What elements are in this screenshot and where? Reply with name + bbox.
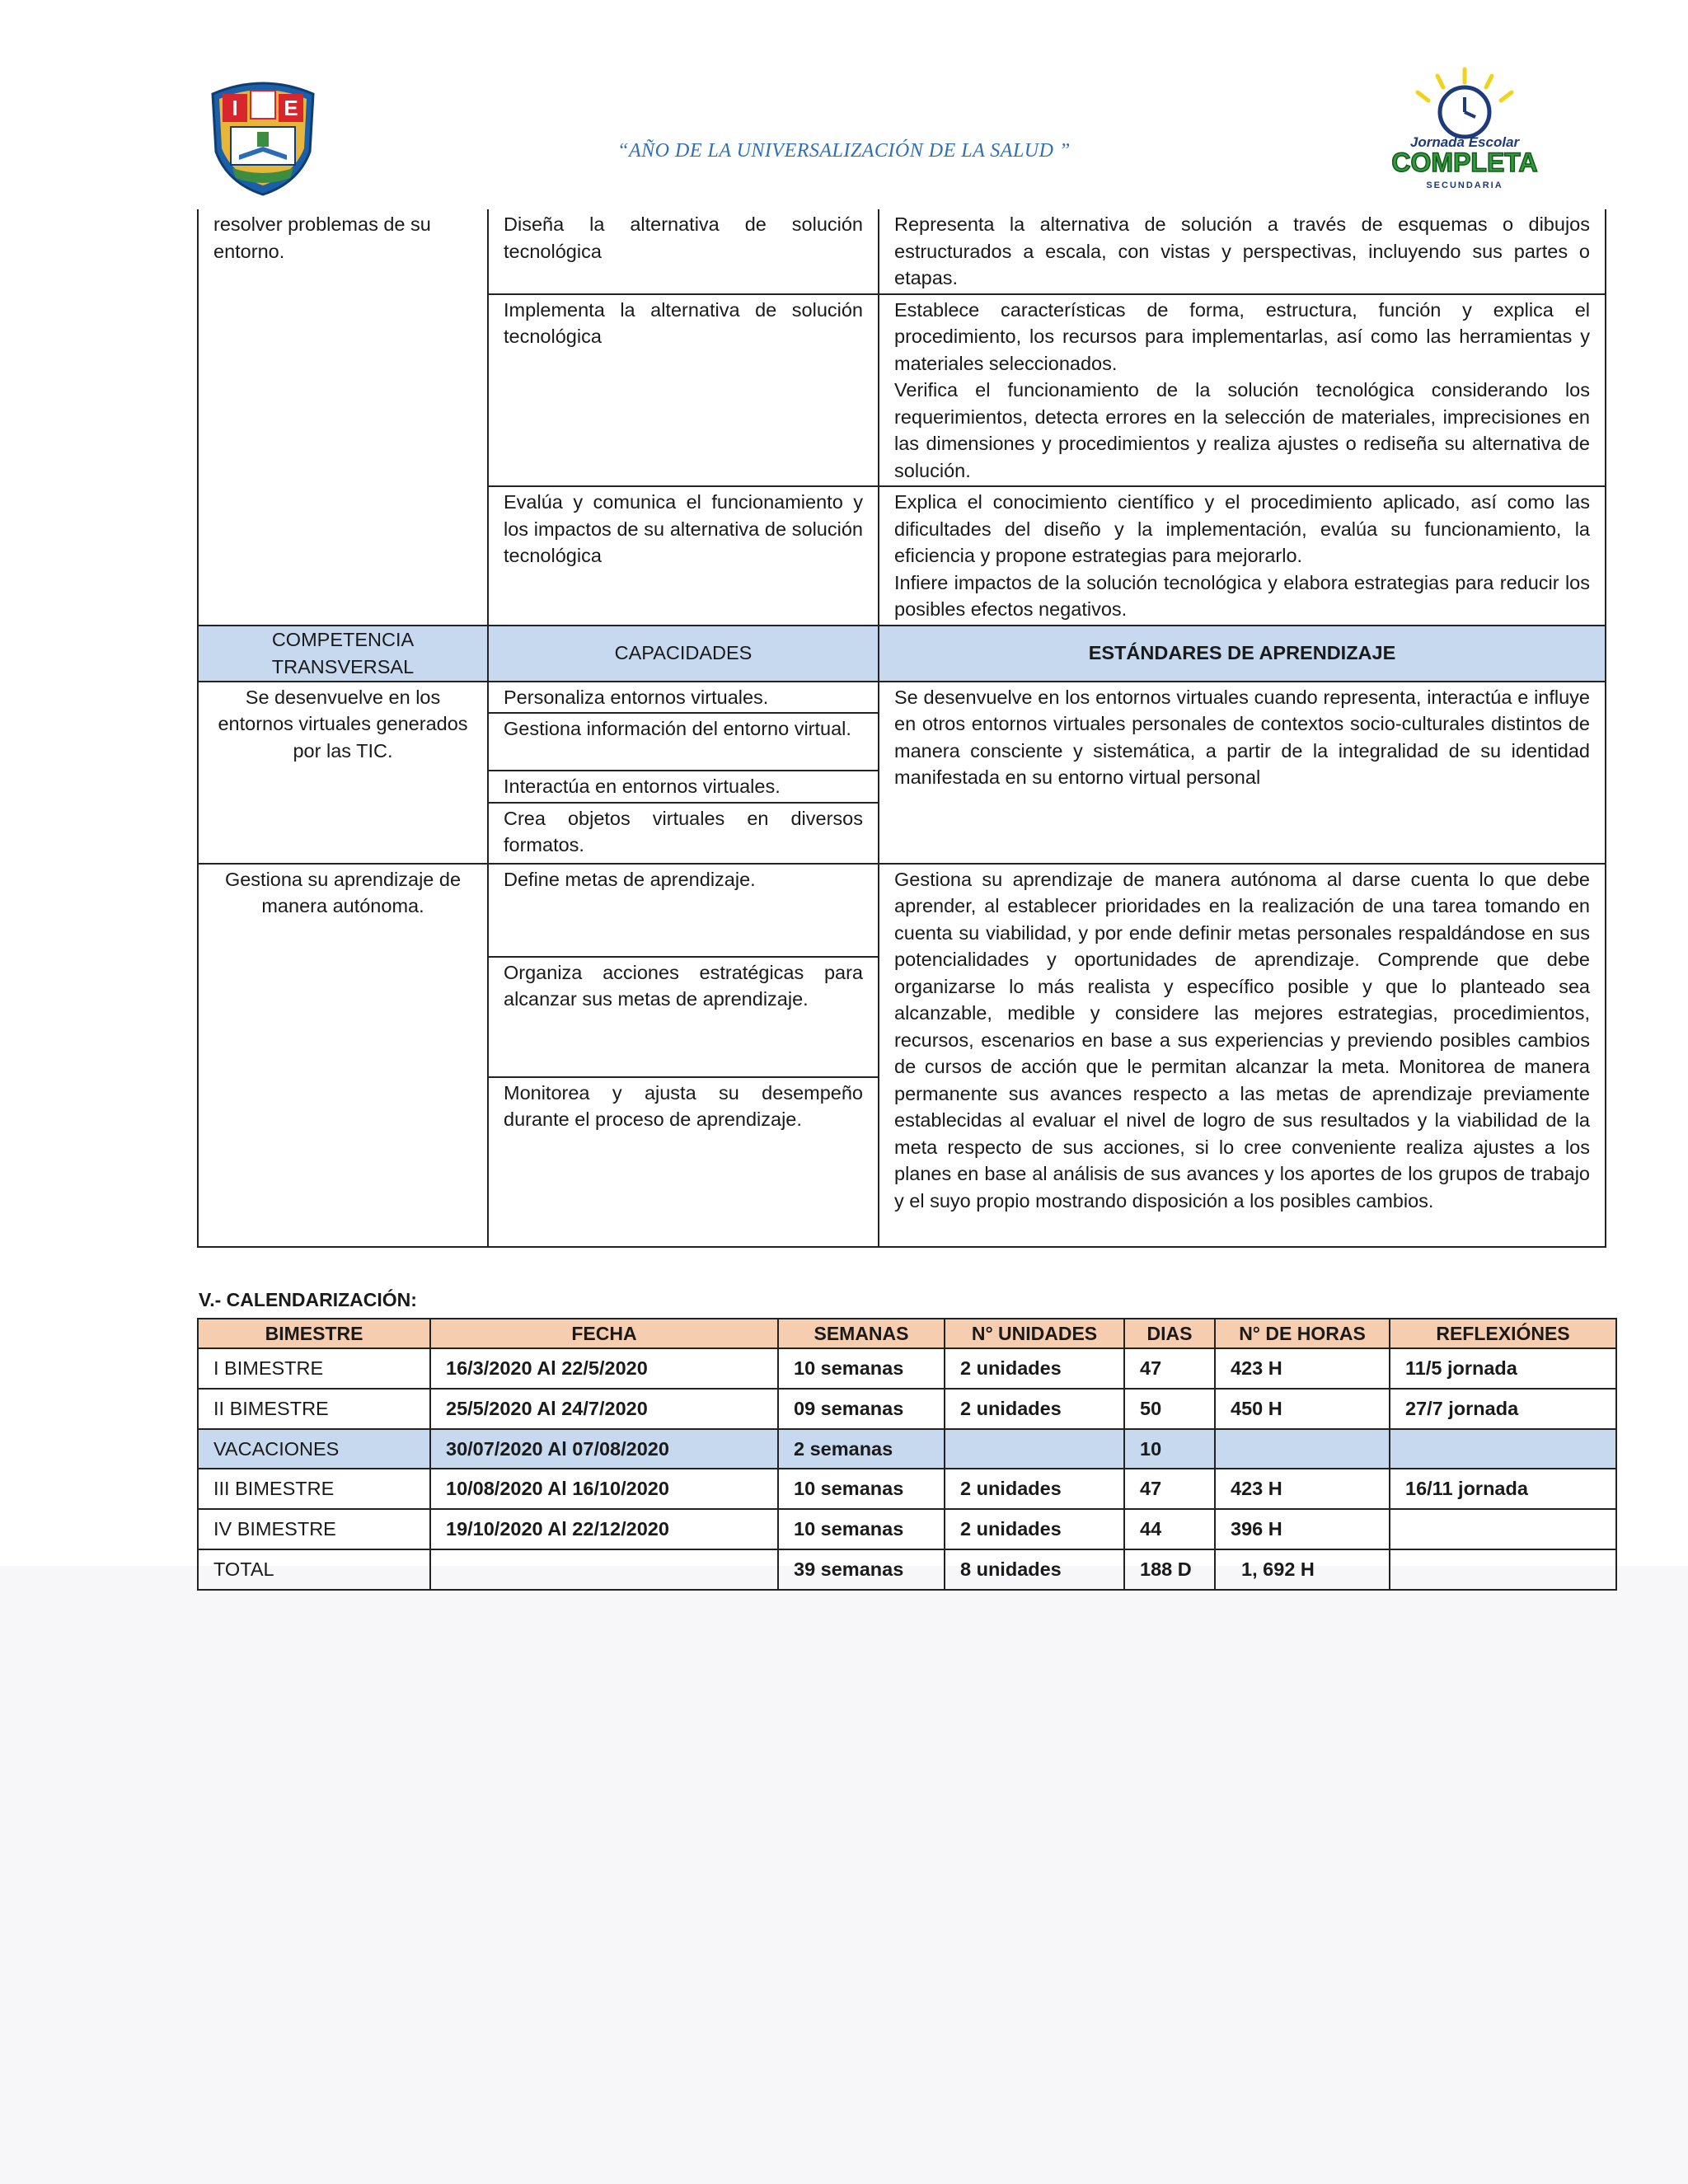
capacity-cell: Personaliza entornos virtuales. [488, 682, 879, 714]
header-capacities: CAPACIDADES [488, 626, 879, 682]
table-row [198, 1348, 1616, 1389]
header-standards: ESTÁNDARES DE APRENDIZAJE [879, 626, 1606, 682]
cell-bimestre: II BIMESTRE [198, 1389, 430, 1429]
logo-right-line3: SECUNDARIA [1426, 180, 1503, 190]
capacity-cell: Diseña la alternativa de solución tecnológica [488, 209, 879, 294]
cell-fecha: 16/3/2020 Al 22/5/2020 [430, 1348, 778, 1389]
logo-right-line1: Jornada Escolar [1409, 134, 1520, 150]
cell-horas: 450 H [1215, 1389, 1390, 1429]
cell-bimestre: TOTAL [198, 1549, 430, 1590]
cell-dias: 44 [1124, 1509, 1215, 1549]
cell-unidades: 8 unidades [945, 1549, 1124, 1590]
cell-dias: 10 [1124, 1429, 1215, 1469]
competencies-table [197, 209, 1606, 1248]
capacity-cell: Implementa la alternativa de solución tecnológica [488, 294, 879, 487]
table-row [198, 1469, 1616, 1509]
standard-text: Representa la alternativa de solución a través de esquemas o dibujos estructurados a escala, con vistas y perspectivas, incluyendo sus partes o etapas. [894, 213, 1590, 288]
cell-fecha: 25/5/2020 Al 24/7/2020 [430, 1389, 778, 1429]
jornada-escolar-completa-logo [1391, 66, 1538, 194]
calendar-header-row [198, 1319, 1616, 1348]
col-header-unidades: N° UNIDADES [945, 1319, 1124, 1348]
logo-right-line2: COMPLETA [1391, 148, 1538, 177]
cell-bimestre: VACACIONES [198, 1429, 430, 1469]
capacity-cell: Evalúa y comunica el funcionamiento y los impactos de su alternativa de solución tecnológica [488, 486, 879, 626]
cell-reflexiones [1390, 1429, 1616, 1469]
standard-text: Explica el conocimiento científico y el procedimiento aplicado, así como las dificultades del diseño y la implementación, evalúa su funcionamiento, la eficiencia y propone estrategias para mejorarlo. [894, 491, 1590, 566]
capacity-cell: Organiza acciones estratégicas para alcanzar sus metas de aprendizaje. [488, 957, 879, 1077]
cell-unidades: 2 unidades [945, 1509, 1124, 1549]
capacity-cell: Monitorea y ajusta su desempeño durante el proceso de aprendizaje. [488, 1077, 879, 1247]
competence-cell: Gestiona su aprendizaje de manera autónoma. [198, 864, 488, 1247]
capacity-cell: Crea objetos virtuales en diversos formatos. [488, 803, 879, 864]
col-header-semanas: SEMANAS [778, 1319, 945, 1348]
capacity-cell: Gestiona información del entorno virtual. [488, 713, 879, 771]
cell-unidades: 2 unidades [945, 1389, 1124, 1429]
cell-unidades: 2 unidades [945, 1348, 1124, 1389]
table-row [198, 864, 1606, 957]
standard-cell: Gestiona su aprendizaje de manera autónoma al darse cuenta lo que debe aprender, al establecer prioridades en la realización de una tarea tomando en cuenta su viabilidad, y por ende definir metas personales respaldándose en sus potencialidades y oportunidades de aprendizaje. Comprende que debe organizarse lo más realista y específico posible y que lo planteado sea alcanzable, medible y considere las mejores estrategias, procedimientos, recursos, escenarios en base a sus experiencias y previendo posibles cambios de cursos de acción que le permitan alcanzar la meta. Monitorea de manera permanente sus avances respecto a las metas de aprendizaje previamente establecidas al evaluar el nivel de logro de sus resultados y la viabilidad de la meta respecto de sus acciones, si lo cree conveniente realiza ajustes a los planes en base al análisis de sus avances y los aportes de los grupos de trabajo y el suyo propio mostrando disposición a los posibles cambios. [879, 864, 1606, 1247]
standard-cell [879, 486, 1606, 626]
logo-letter-i: I [232, 96, 238, 120]
standard-text: Establece características de forma, estructura, función y explica el procedimiento, los recursos para implementarlas, así como las herramientas y materiales seleccionados. [894, 298, 1590, 374]
cell-semanas: 09 semanas [778, 1389, 945, 1429]
cell-semanas: 39 semanas [778, 1549, 945, 1590]
table-row [198, 209, 1606, 294]
col-header-horas: N° DE HORAS [1215, 1319, 1390, 1348]
cell-horas: 1, 692 H [1215, 1549, 1390, 1590]
table-row [198, 1509, 1616, 1549]
cell-dias: 47 [1124, 1469, 1215, 1509]
table-header-row [198, 626, 1606, 682]
cell-unidades [945, 1429, 1124, 1469]
cell-semanas: 10 semanas [778, 1348, 945, 1389]
capacity-cell: Define metas de aprendizaje. [488, 864, 879, 957]
cell-semanas: 10 semanas [778, 1469, 945, 1509]
cell-bimestre: IV BIMESTRE [198, 1509, 430, 1549]
cell-bimestre: I BIMESTRE [198, 1348, 430, 1389]
cell-bimestre: III BIMESTRE [198, 1469, 430, 1509]
cell-dias: 188 D [1124, 1549, 1215, 1590]
table-row [198, 682, 1606, 714]
capacity-cell: Interactúa en entornos virtuales. [488, 771, 879, 803]
cell-reflexiones: 16/11 jornada [1390, 1469, 1616, 1509]
cell-reflexiones: 11/5 jornada [1390, 1348, 1616, 1389]
competence-cell: Se desenvuelve en los entornos virtuales generados por las TIC. [198, 682, 488, 864]
logo-letter-e: E [284, 96, 298, 120]
cell-dias: 50 [1124, 1389, 1215, 1429]
standard-text: Verifica el funcionamiento de la solución tecnológica considerando los requerimientos, detecta errores en la selección de materiales, imprecisiones en las dimensiones y procedimientos y realiza ajustes o rediseña su alternativa de solución. [894, 379, 1590, 481]
header-competence: COMPETENCIA TRANSVERSAL [198, 626, 488, 682]
col-header-fecha: FECHA [430, 1319, 778, 1348]
table-row [198, 1389, 1616, 1429]
cell-dias: 47 [1124, 1348, 1215, 1389]
col-header-reflexiones: REFLEXIÓNES [1390, 1319, 1616, 1348]
cell-fecha [430, 1549, 778, 1590]
calendar-table [197, 1318, 1617, 1591]
cell-reflexiones [1390, 1549, 1616, 1590]
school-crest-logo [208, 76, 318, 196]
cell-unidades: 2 unidades [945, 1469, 1124, 1509]
cell-reflexiones: 27/7 jornada [1390, 1389, 1616, 1429]
calendar-section-title: V.- CALENDARIZACIÓN: [199, 1289, 417, 1310]
competence-cell: resolver problemas de su entorno. [198, 209, 488, 626]
cell-reflexiones [1390, 1509, 1616, 1549]
cell-horas [1215, 1429, 1390, 1469]
standard-cell [879, 294, 1606, 487]
table-row [198, 1429, 1616, 1469]
standard-cell [879, 209, 1606, 294]
col-header-dias: DIAS [1124, 1319, 1215, 1348]
table-row-total [198, 1549, 1616, 1590]
cell-semanas: 2 semanas [778, 1429, 945, 1469]
cell-fecha: 10/08/2020 Al 16/10/2020 [430, 1469, 778, 1509]
cell-fecha: 30/07/2020 Al 07/08/2020 [430, 1429, 778, 1469]
cell-horas: 396 H [1215, 1509, 1390, 1549]
standard-text: Infiere impactos de la solución tecnológica y elabora estrategias para reducir los posibles efectos negativos. [894, 571, 1590, 620]
cell-semanas: 10 semanas [778, 1509, 945, 1549]
cell-horas: 423 H [1215, 1469, 1390, 1509]
standard-cell: Se desenvuelve en los entornos virtuales cuando representa, interactúa e influye en otros entornos virtuales personales de contextos socio-culturales distintos de manera consciente y sistemática, a partir de la integralidad de su identidad manifestada en su entorno virtual personal [879, 682, 1606, 864]
cell-fecha: 19/10/2020 Al 22/12/2020 [430, 1509, 778, 1549]
cell-horas: 423 H [1215, 1348, 1390, 1389]
col-header-bimestre: BIMESTRE [198, 1319, 430, 1348]
page-bottom-background [0, 1566, 1688, 2184]
header-motto: “AÑO DE LA UNIVERSALIZACIÓN DE LA SALUD ” [617, 140, 1071, 162]
